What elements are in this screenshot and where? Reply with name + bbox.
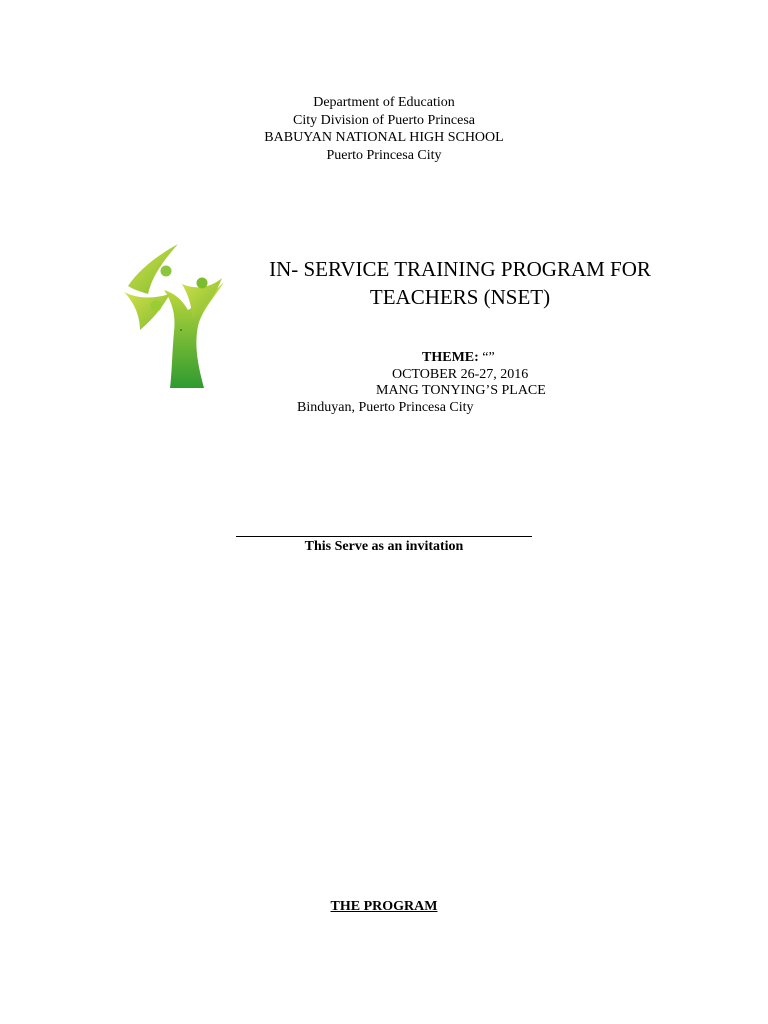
signature-line xyxy=(236,536,532,537)
title-line-2: TEACHERS (NSET) xyxy=(369,285,551,309)
tree-people-logo-icon xyxy=(118,238,230,394)
title-line-1: IN- SERVICE TRAINING PROGRAM FOR xyxy=(269,257,651,281)
school-city: Puerto Princesa City xyxy=(326,147,442,163)
theme-line xyxy=(422,350,495,366)
letterhead xyxy=(0,94,768,164)
event-venue: MANG TONYING’S PLACE xyxy=(376,383,546,398)
theme-value: “” xyxy=(482,350,495,365)
theme-label: THEME: xyxy=(422,350,479,365)
invitation-text: This Serve as an invitation xyxy=(304,539,464,554)
invitation-note xyxy=(0,539,768,555)
event-date: OCTOBER 26-27, 2016 xyxy=(392,367,529,382)
department-name: Department of Education xyxy=(313,95,455,110)
school-name: BABUYAN NATIONAL HIGH SCHOOL xyxy=(264,130,504,145)
event-location: Binduyan, Puerto Princesa City xyxy=(297,400,474,415)
document-title xyxy=(230,255,690,311)
program-heading: THE PROGRAM xyxy=(330,899,438,914)
division-name: City Division of Puerto Princesa xyxy=(293,112,475,128)
